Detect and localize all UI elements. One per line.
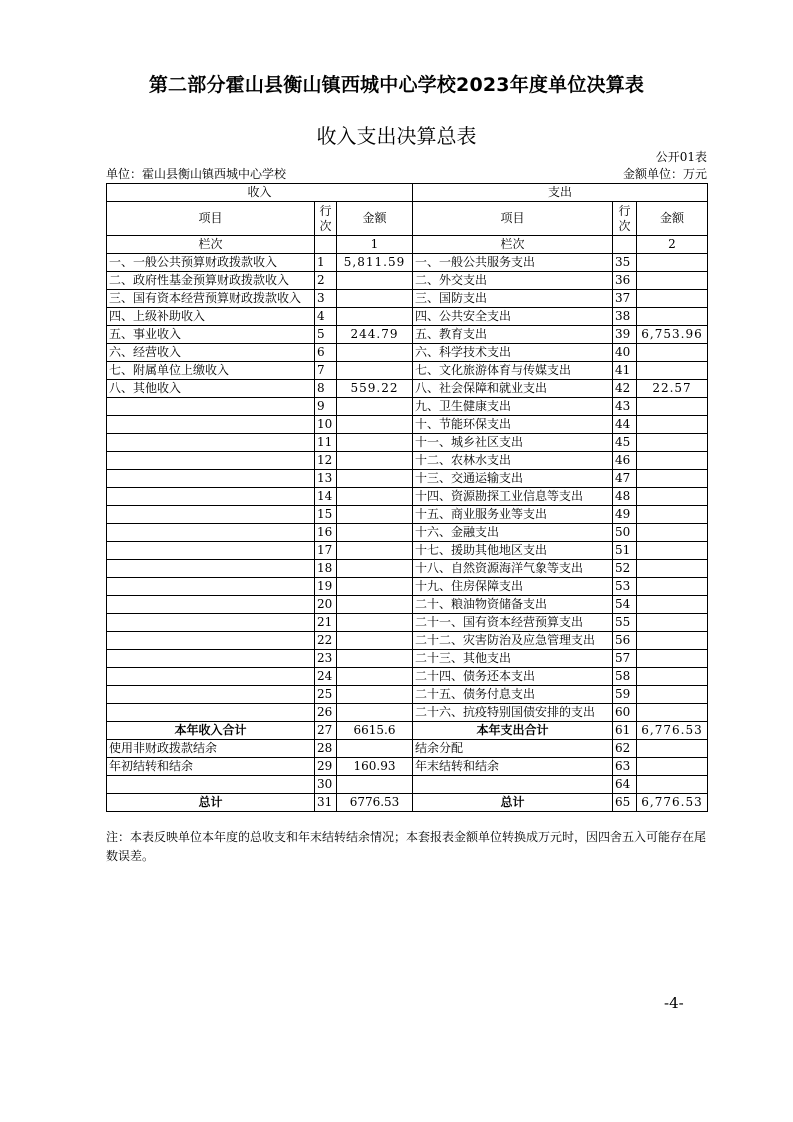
table-row: [107, 344, 708, 362]
income-amount: [337, 560, 413, 578]
expense-item: 十二、农林水支出: [413, 452, 613, 470]
expense-item: 五、教育支出: [413, 326, 613, 344]
expense-amount: [637, 416, 708, 434]
expense-item: 十七、援助其他地区支出: [413, 542, 613, 560]
expense-line: 50: [613, 524, 637, 542]
expense-line: 54: [613, 596, 637, 614]
expense-line: 53: [613, 578, 637, 596]
expense-grand-amount: 6,776.53: [637, 794, 708, 812]
income-item-header: 项目: [107, 202, 315, 236]
income-line: 20: [315, 596, 337, 614]
expense-item: 七、文化旅游体育与传媒支出: [413, 362, 613, 380]
income-expense-table: [106, 183, 708, 812]
income-line: 25: [315, 686, 337, 704]
expense-col-label: 栏次: [413, 236, 613, 254]
income-item: [107, 704, 315, 722]
expense-item: 二十六、抗疫特别国债安排的支出: [413, 704, 613, 722]
income-amount: [337, 632, 413, 650]
expense-amount: [637, 524, 708, 542]
expense-amount: [637, 452, 708, 470]
expense-grand-label: 总计: [413, 794, 613, 812]
income-item: 三、国有资本经营预算财政拨款收入: [107, 290, 315, 308]
expense-item: 二十四、债务还本支出: [413, 668, 613, 686]
income-amount: [337, 290, 413, 308]
income-item: 一、一般公共预算财政拨款收入: [107, 254, 315, 272]
expense-line: 36: [613, 272, 637, 290]
income-item: [107, 596, 315, 614]
expense-amount: [637, 578, 708, 596]
table-row: [107, 740, 708, 758]
expense-line: 37: [613, 290, 637, 308]
income-item: [107, 542, 315, 560]
income-line: 11: [315, 434, 337, 452]
income-amount-header: 金额: [337, 202, 413, 236]
income-item: [107, 578, 315, 596]
expense-amount-header: 金额: [637, 202, 708, 236]
empty-cell: [613, 236, 637, 254]
table-row: [107, 704, 708, 722]
income-amount: [337, 344, 413, 362]
income-item: [107, 416, 315, 434]
income-item: [107, 668, 315, 686]
expense-item: 三、国防支出: [413, 290, 613, 308]
expense-item: 九、卫生健康支出: [413, 398, 613, 416]
table-row: [107, 398, 708, 416]
income-amount: 244.79: [337, 326, 413, 344]
table-row: [107, 632, 708, 650]
income-amount: [337, 596, 413, 614]
expense-amount: [637, 308, 708, 326]
income-line: 4: [315, 308, 337, 326]
expense-amount: [637, 614, 708, 632]
income-total-amount: 6615.6: [337, 722, 413, 740]
expense-total-line: 61: [613, 722, 637, 740]
document-title: 第二部分霍山县衡山镇西城中心学校2023年度单位决算表: [148, 74, 645, 96]
income-line: 22: [315, 632, 337, 650]
expense-item: 十九、住房保障支出: [413, 578, 613, 596]
income-item: [107, 452, 315, 470]
income-amount: [337, 650, 413, 668]
income-amount: [337, 416, 413, 434]
table-title: 收入支出决算总表: [316, 124, 477, 148]
expense-line: 46: [613, 452, 637, 470]
income-item: [107, 650, 315, 668]
year-total-row: [107, 722, 708, 740]
expense-line: 40: [613, 344, 637, 362]
expense-item: 十八、自然资源海洋气象等支出: [413, 560, 613, 578]
expense-line: 51: [613, 542, 637, 560]
expense-line: 49: [613, 506, 637, 524]
expense-item-header: 项目: [413, 202, 613, 236]
income-item: 年初结转和结余: [107, 758, 315, 776]
table-row: [107, 254, 708, 272]
table-row: [107, 506, 708, 524]
income-line: 15: [315, 506, 337, 524]
expense-item: 年末结转和结余: [413, 758, 613, 776]
income-line: 8: [315, 380, 337, 398]
expense-item: 四、公共安全支出: [413, 308, 613, 326]
income-line: 16: [315, 524, 337, 542]
expense-amount: [637, 344, 708, 362]
column-index-row: [107, 236, 708, 254]
income-amount: [337, 704, 413, 722]
income-amount: [337, 488, 413, 506]
table-row: [107, 272, 708, 290]
table-row: [107, 560, 708, 578]
income-col-label: 栏次: [107, 236, 315, 254]
expense-line: 59: [613, 686, 637, 704]
income-item: 二、政府性基金预算财政拨款收入: [107, 272, 315, 290]
expense-line: 44: [613, 416, 637, 434]
income-line: 9: [315, 398, 337, 416]
income-amount: [337, 578, 413, 596]
income-amount: [337, 362, 413, 380]
expense-item: 二、外交支出: [413, 272, 613, 290]
income-amount: [337, 740, 413, 758]
income-amount: [337, 614, 413, 632]
table-row: [107, 290, 708, 308]
income-amount: [337, 506, 413, 524]
expense-amount: [637, 686, 708, 704]
expense-item: 十四、资源勘探工业信息等支出: [413, 488, 613, 506]
income-line: 12: [315, 452, 337, 470]
income-line: 2: [315, 272, 337, 290]
expense-line: 56: [613, 632, 637, 650]
income-line: 13: [315, 470, 337, 488]
income-line: 24: [315, 668, 337, 686]
income-line: 26: [315, 704, 337, 722]
expense-amount: [637, 560, 708, 578]
header-row-2: [107, 202, 708, 236]
income-amount: [337, 524, 413, 542]
expense-amount: [637, 704, 708, 722]
table-row: [107, 668, 708, 686]
expense-amount: [637, 272, 708, 290]
expense-item: 一、一般公共服务支出: [413, 254, 613, 272]
table-row: [107, 758, 708, 776]
income-item: 六、经营收入: [107, 344, 315, 362]
expense-amount: [637, 740, 708, 758]
income-item: [107, 398, 315, 416]
expense-amount: [637, 506, 708, 524]
expense-line: 60: [613, 704, 637, 722]
expense-line-header: 行次: [613, 202, 637, 236]
expense-line: 57: [613, 650, 637, 668]
table-row: [107, 434, 708, 452]
income-line: 19: [315, 578, 337, 596]
income-line-header: 行次: [315, 202, 337, 236]
income-item: [107, 686, 315, 704]
income-line: 7: [315, 362, 337, 380]
expense-col-number: 2: [637, 236, 708, 254]
unit-label: 单位：霍山县衡山镇西城中心学校: [106, 167, 287, 181]
income-item: [107, 434, 315, 452]
table-row: [107, 470, 708, 488]
expense-line: 42: [613, 380, 637, 398]
expense-amount: [637, 776, 708, 794]
income-amount: [337, 542, 413, 560]
expense-item: 十、节能环保支出: [413, 416, 613, 434]
expense-amount: [637, 470, 708, 488]
expense-amount: 6,753.96: [637, 326, 708, 344]
income-header: 收入: [107, 184, 413, 202]
income-line: 5: [315, 326, 337, 344]
income-amount: [337, 434, 413, 452]
income-total-line: 27: [315, 722, 337, 740]
income-amount: 5,811.59: [337, 254, 413, 272]
income-item: 四、上级补助收入: [107, 308, 315, 326]
empty-cell: [315, 236, 337, 254]
expense-header: 支出: [413, 184, 708, 202]
expense-line: 39: [613, 326, 637, 344]
table-row: [107, 578, 708, 596]
income-amount: [337, 668, 413, 686]
table-row: [107, 308, 708, 326]
footnote: 注：本表反映单位本年度的总收支和年末结转结余情况；本套报表金额单位转换成万元时，因四舍五入可能存在尾数误差。: [106, 830, 707, 863]
expense-item: 二十五、债务付息支出: [413, 686, 613, 704]
income-line: 29: [315, 758, 337, 776]
table-row: [107, 542, 708, 560]
expense-amount: [637, 596, 708, 614]
form-number: 公开01表: [655, 150, 707, 164]
income-amount: [337, 308, 413, 326]
table-row: [107, 614, 708, 632]
expense-item: 十五、商业服务业等支出: [413, 506, 613, 524]
expense-item: 六、科学技术支出: [413, 344, 613, 362]
income-line: 30: [315, 776, 337, 794]
table-row: [107, 326, 708, 344]
income-item: [107, 506, 315, 524]
income-amount: [337, 776, 413, 794]
income-item: [107, 488, 315, 506]
expense-line: 41: [613, 362, 637, 380]
income-amount: [337, 452, 413, 470]
table-row: [107, 524, 708, 542]
income-amount: [337, 398, 413, 416]
expense-item: 二十、粮油物资储备支出: [413, 596, 613, 614]
expense-item: 八、社会保障和就业支出: [413, 380, 613, 398]
expense-item: [413, 776, 613, 794]
expense-line: 45: [613, 434, 637, 452]
income-line: 6: [315, 344, 337, 362]
income-item: [107, 776, 315, 794]
expense-amount: [637, 362, 708, 380]
income-line: 17: [315, 542, 337, 560]
expense-amount: [637, 542, 708, 560]
income-line: 28: [315, 740, 337, 758]
expense-item: 十一、城乡社区支出: [413, 434, 613, 452]
page-number: -4-: [664, 994, 684, 1012]
expense-line: 47: [613, 470, 637, 488]
income-item: [107, 632, 315, 650]
table-row: [107, 596, 708, 614]
table-row: [107, 686, 708, 704]
header-row-1: [107, 184, 708, 202]
expense-line: 43: [613, 398, 637, 416]
income-item: 七、附属单位上缴收入: [107, 362, 315, 380]
expense-item: 结余分配: [413, 740, 613, 758]
expense-total-label: 本年支出合计: [413, 722, 613, 740]
expense-line: 64: [613, 776, 637, 794]
income-amount: [337, 272, 413, 290]
income-grand-label: 总计: [107, 794, 315, 812]
income-amount: 559.22: [337, 380, 413, 398]
income-item: [107, 470, 315, 488]
expense-amount: [637, 758, 708, 776]
expense-amount: [637, 254, 708, 272]
income-line: 23: [315, 650, 337, 668]
table-row: [107, 416, 708, 434]
income-item: 八、其他收入: [107, 380, 315, 398]
expense-amount: [637, 668, 708, 686]
income-item: [107, 524, 315, 542]
table-row: [107, 650, 708, 668]
expense-amount: [637, 434, 708, 452]
expense-amount: [637, 488, 708, 506]
income-item: [107, 560, 315, 578]
expense-amount: 22.57: [637, 380, 708, 398]
table-row: [107, 452, 708, 470]
income-item: 使用非财政拨款结余: [107, 740, 315, 758]
expense-line: 35: [613, 254, 637, 272]
expense-line: 38: [613, 308, 637, 326]
income-grand-amount: 6776.53: [337, 794, 413, 812]
amount-unit: 金额单位：万元: [622, 167, 707, 181]
income-line: 18: [315, 560, 337, 578]
table-row: [107, 488, 708, 506]
table-row: [107, 362, 708, 380]
income-line: 10: [315, 416, 337, 434]
income-item: 五、事业收入: [107, 326, 315, 344]
expense-item: 十六、金融支出: [413, 524, 613, 542]
expense-grand-line: 65: [613, 794, 637, 812]
income-amount: [337, 470, 413, 488]
expense-line: 52: [613, 560, 637, 578]
income-line: 1: [315, 254, 337, 272]
income-line: 21: [315, 614, 337, 632]
expense-amount: [637, 290, 708, 308]
expense-amount: [637, 398, 708, 416]
expense-line: 55: [613, 614, 637, 632]
expense-line: 62: [613, 740, 637, 758]
income-amount: 160.93: [337, 758, 413, 776]
expense-amount: [637, 632, 708, 650]
income-grand-line: 31: [315, 794, 337, 812]
income-item: [107, 614, 315, 632]
expense-total-amount: 6,776.53: [637, 722, 708, 740]
income-total-label: 本年收入合计: [107, 722, 315, 740]
grand-total-row: [107, 794, 708, 812]
expense-line: 63: [613, 758, 637, 776]
income-line: 14: [315, 488, 337, 506]
expense-line: 48: [613, 488, 637, 506]
expense-line: 58: [613, 668, 637, 686]
table-row: [107, 776, 708, 794]
expense-amount: [637, 650, 708, 668]
income-col-number: 1: [337, 236, 413, 254]
income-amount: [337, 686, 413, 704]
table-row: [107, 380, 708, 398]
expense-item: 十三、交通运输支出: [413, 470, 613, 488]
expense-item: 二十二、灾害防治及应急管理支出: [413, 632, 613, 650]
expense-item: 二十三、其他支出: [413, 650, 613, 668]
expense-item: 二十一、国有资本经营预算支出: [413, 614, 613, 632]
income-line: 3: [315, 290, 337, 308]
